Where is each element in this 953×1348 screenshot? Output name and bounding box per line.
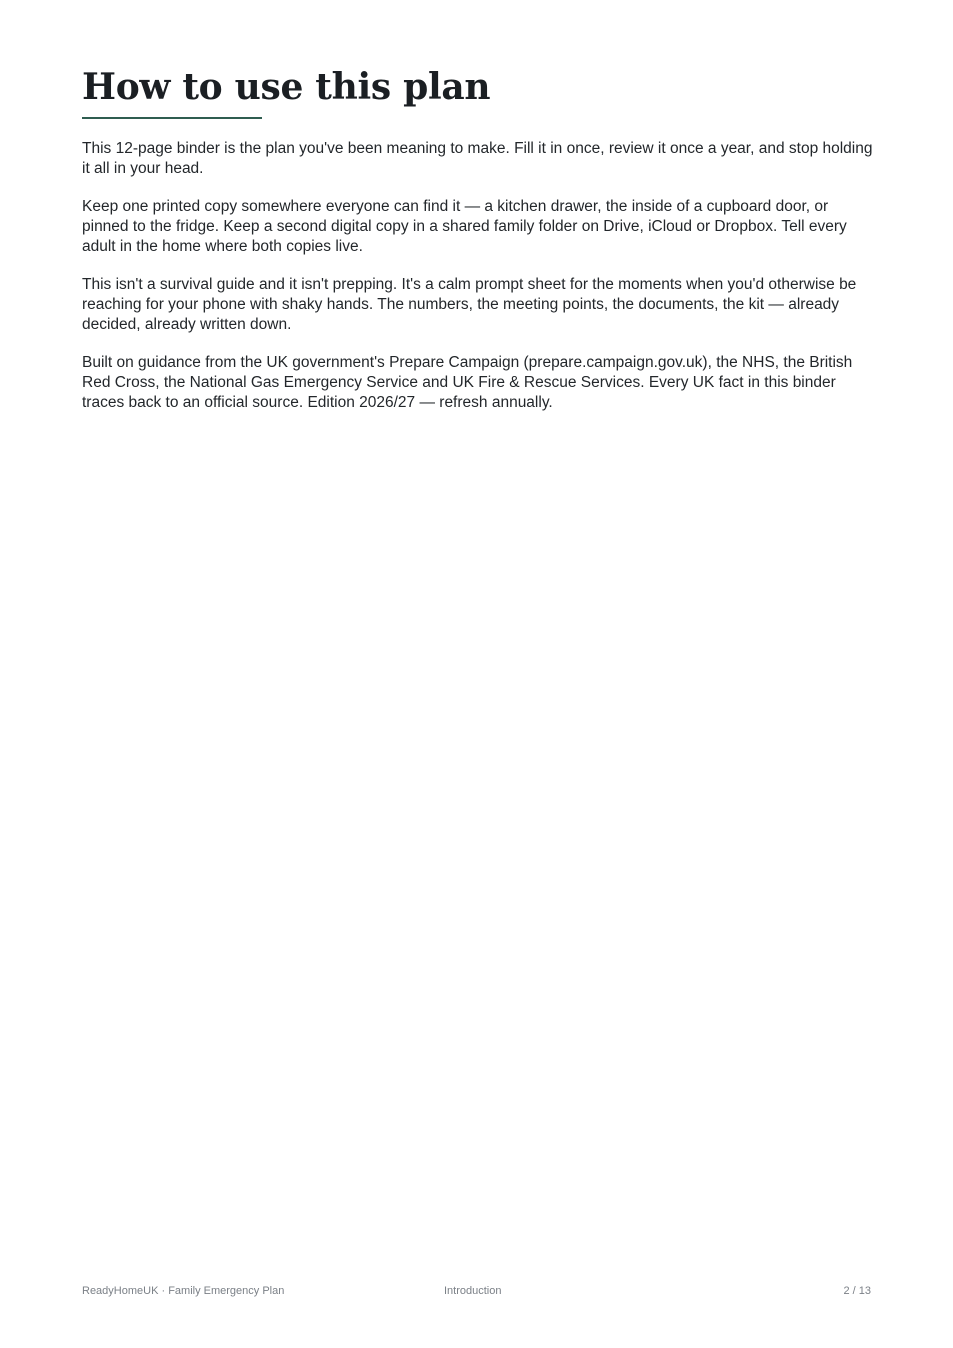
body-text — [82, 139, 877, 431]
footer-page-number: 2 / 13 — [843, 1285, 871, 1297]
page-footer — [82, 1283, 871, 1299]
footer-section: Introduction — [444, 1285, 502, 1297]
paragraph-intro: This 12-page binder is the plan you've been meaning to make. Fill it in once, review it once a year, and stop holding it all in your head. — [82, 140, 873, 177]
paragraph-storage: Keep one printed copy somewhere everyone can find it — a kitchen drawer, the inside of a cupboard door, or pinned to the fridge. Keep a second digital copy in a shared family folder on Drive, iCloud or Dropbox. Tell every adult in the home where both copies live. — [82, 198, 847, 255]
paragraph-purpose: This isn't a survival guide and it isn't prepping. It's a calm prompt sheet for the moments when you'd otherwise be reaching for your phone with shaky hands. The numbers, the meeting points, the documents, the kit — already decided, already written down. — [82, 276, 857, 333]
page-title: How to use this plan — [82, 66, 491, 108]
title-underline — [82, 117, 262, 119]
paragraph-sources: Built on guidance from the UK government's Prepare Campaign (prepare.campaign.gov.uk), the NHS, the British Red Cross, the National Gas Emergency Service and UK Fire & Rescue Services. Every UK fact in this binder traces back to an official source. Edition 2026/27 — refresh annually. — [82, 354, 853, 411]
footer-brand: ReadyHomeUK · Family Emergency Plan — [82, 1285, 285, 1297]
